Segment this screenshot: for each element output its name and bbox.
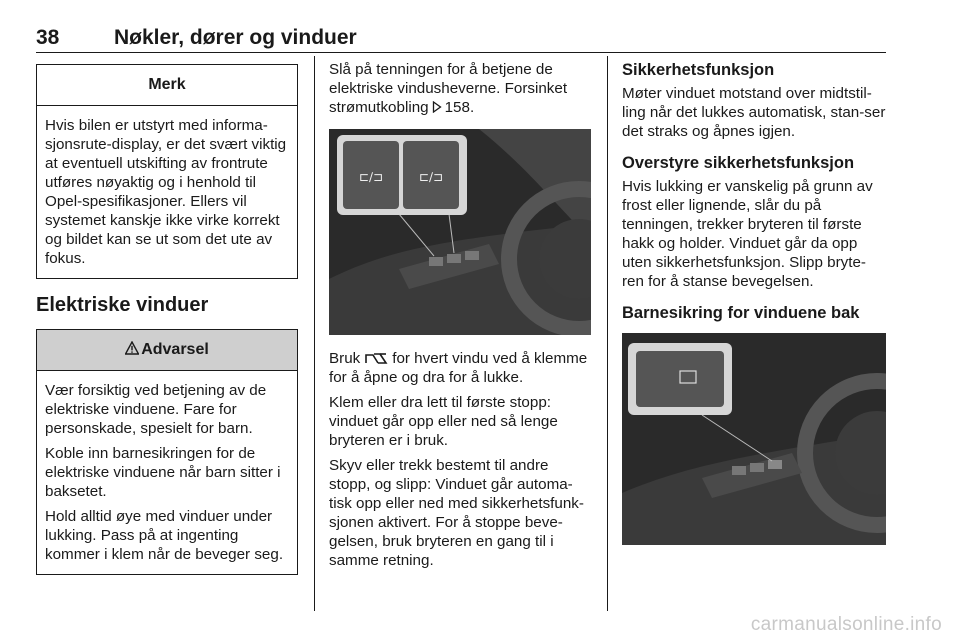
- section-title: Elektriske vinduer: [36, 294, 209, 316]
- page-header: [36, 22, 886, 53]
- note-box: [36, 64, 298, 279]
- column-divider: [314, 56, 315, 611]
- warning-paragraph: Koble inn barnesikringen for de elektriske vinduene når barn sitter i baksetet.: [45, 445, 281, 500]
- column-left: [36, 54, 298, 575]
- page-reference[interactable]: 158.: [444, 99, 475, 116]
- warning-paragraph: Hold alltid øye med vinduer under lukking. Pass på at ingenting kommer i klem når de beveger seg.: [45, 508, 284, 563]
- column-middle: [329, 60, 591, 576]
- subsection-title: Overstyre sikkerhetsfunksjon: [622, 154, 855, 172]
- intro-text: Slå på tenningen for å betjene de elektriske vindusheverne. Forsinket strømutkobling: [329, 61, 568, 116]
- body-paragraph: Møter vinduet motstand over midtstil-ling når det lukkes automatisk, stan-ser det straks og åpnes igjen.: [622, 85, 886, 140]
- svg-text:⊏∕⊐: ⊏∕⊐: [418, 170, 444, 184]
- watermark: carmanualsonline.info: [750, 614, 942, 635]
- child-lock-photo: [622, 333, 886, 545]
- warning-title: Advarsel: [141, 341, 209, 358]
- subsection-title: Barnesikring for vinduene bak: [622, 304, 860, 322]
- page-reference-icon: [432, 101, 442, 113]
- column-divider: [607, 56, 608, 611]
- usage-text: Bruk: [329, 350, 361, 367]
- note-title: Merk: [37, 65, 297, 106]
- usage-text: for hvert vindu ved å klemme for å åpne og dra for å lukke.: [329, 350, 588, 386]
- switch-paragraph: Skyv eller trekk bestemt til andre stopp, og slipp: Vinduet går automa-tisk opp eller ned med sikkerhetsfunk-sjonen aktivert. For å stoppe beve-gelsen, bruk bryteren en gang til i samme retning.: [329, 457, 584, 569]
- usage-paragraph: [329, 349, 591, 387]
- body-paragraph: Hvis lukking er vanskelig på grunn av frost eller lignende, slår du på tenningen, trekker bryteren til første hakk og holder. Vinduet går da opp uten sikkerhetsfunksjon. Slipp bryte-ren for å stanse bevegelsen.: [622, 178, 873, 290]
- subsection-title: Sikkerhetsfunksjon: [622, 61, 775, 79]
- warning-header: [37, 330, 297, 371]
- warning-box: [36, 329, 298, 575]
- warning-paragraph: Vær forsiktig ved betjening av de elektriske vinduene. Fare for personskade, spesielt for barn.: [45, 382, 267, 437]
- svg-text:⊏∕⊐: ⊏∕⊐: [358, 170, 384, 184]
- page-number: 38: [36, 26, 60, 49]
- note-text: Hvis bilen er utstyrt med informa-sjonsrute-display, er det svært viktig at eventuell utskifting av frontrute utføres nøyaktig og i henhold til Opel-spesifikasjoner. Ellers vil systemet kanskje ikke virke korrekt og bildet kan se ut som det ute av fokus.: [45, 117, 287, 267]
- window-switch-icon: [364, 351, 388, 365]
- window-switch-photo: [329, 129, 591, 335]
- switch-paragraph: Klem eller dra lett til første stopp: vinduet går opp eller ned så lenge bryteren er i bruk.: [329, 394, 558, 449]
- page-title: Nøkler, dører og vinduer: [114, 26, 357, 49]
- warning-triangle-icon: [125, 341, 139, 355]
- intro-paragraph: [329, 60, 591, 117]
- column-right: [622, 60, 887, 559]
